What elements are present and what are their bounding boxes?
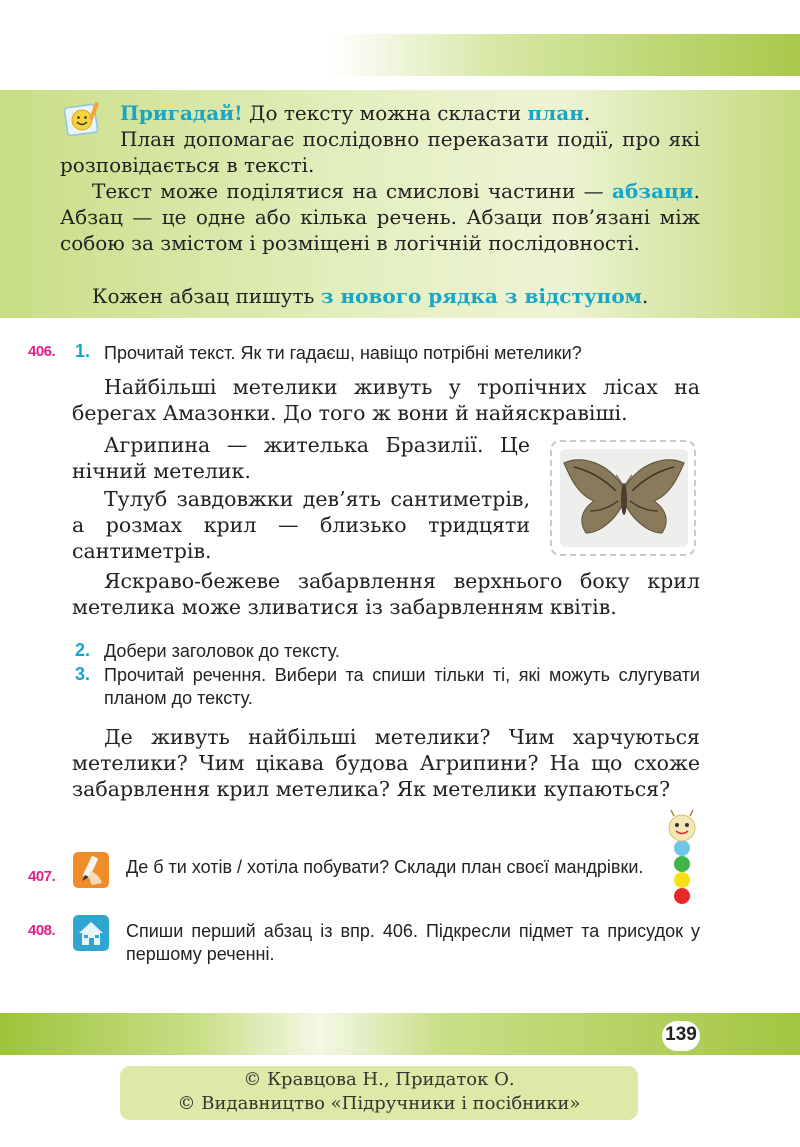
plan-sentences: Де живуть найбільші метелики? Чим харчуються метелики? Чим цікава будова Агрипини? На що схоже забарвлення крил метелика? Як метелики купаються? <box>72 725 700 801</box>
exercise-number-406: 406. <box>28 343 56 360</box>
remember-p2-rest: . Абзац — це одне або кілька речень. Абзаци пов’язані між собою за змістом і розміщені в логічній послідовності. <box>60 179 700 255</box>
remember-line-2: План допомагає послідовно переказати події, про які розповідається в тексті. <box>60 127 700 177</box>
term-new-line-indent: з нового рядка з відступом <box>320 284 643 308</box>
remember-paragraph-2 <box>60 178 700 256</box>
task-number-3: 3. <box>75 664 91 684</box>
remember-punct: . <box>583 101 591 125</box>
exercise-408-text: Спиши перший абзац із впр. 406. Підкресли підмет та присудок у першому реченні. <box>126 921 700 964</box>
home-icon <box>72 914 110 952</box>
remember-label: Пригадай! <box>120 101 243 125</box>
text-paragraph-1: Найбільші метелики живуть у тропічних лісах на берегах Амазонки. До того ж вони й найяскравіші. <box>72 375 700 425</box>
copyright-publisher: © Видавництво «Підручники і посібники» <box>177 1093 581 1114</box>
remember-line-1 <box>120 100 700 126</box>
exercise-number-407: 407. <box>28 868 56 885</box>
remember-paragraph-3 <box>60 283 700 309</box>
caterpillar-icon <box>662 810 702 910</box>
header-decor-bar <box>330 34 800 76</box>
term-plan: план <box>527 101 584 125</box>
task-number-1: 1. <box>75 341 91 361</box>
remember-p3-text: Кожен абзац пишуть <box>92 284 321 308</box>
task-3-text: Прочитай речення. Вибери та спиши тільки ті, які можуть слугувати планом до тексту. <box>104 665 700 708</box>
page-number: 139 <box>665 1024 697 1045</box>
text-paragraph-4: Яскраво-бежеве забарвлення верхнього боку крил метелика може зливатися із забарвленням квітів. <box>72 569 700 619</box>
remember-text: До тексту можна скласти <box>242 101 528 125</box>
pencil-hand-icon <box>72 851 110 889</box>
copyright-authors: © Кравцова Н., Придаток О. <box>243 1069 515 1090</box>
term-paragraphs: абзаци <box>612 179 694 203</box>
task-number-2: 2. <box>75 640 91 660</box>
butterfly-photo <box>560 449 688 547</box>
task-1-text: Прочитай текст. Як ти гадаєш, навіщо потрібні метелики? <box>104 343 582 363</box>
remember-p3-punct: . <box>642 284 649 308</box>
exercise-number-408: 408. <box>28 922 56 939</box>
text-paragraph-3: Тулуб завдовжки дев’ять сантиметрів, а розмах крил — близько тридцяти сантиметрів. <box>72 487 530 563</box>
exercise-407-text: Де б ти хотів / хотіла побувати? Склади план своєї мандрівки. <box>126 857 644 877</box>
text-paragraph-2: Агрипина — жителька Бразилії. Це нічний метелик. <box>72 433 530 483</box>
task-2-text: Добери заголовок до тексту. <box>104 641 340 661</box>
remember-p2-text: Текст може поділятися на смислові частини — <box>92 179 612 203</box>
